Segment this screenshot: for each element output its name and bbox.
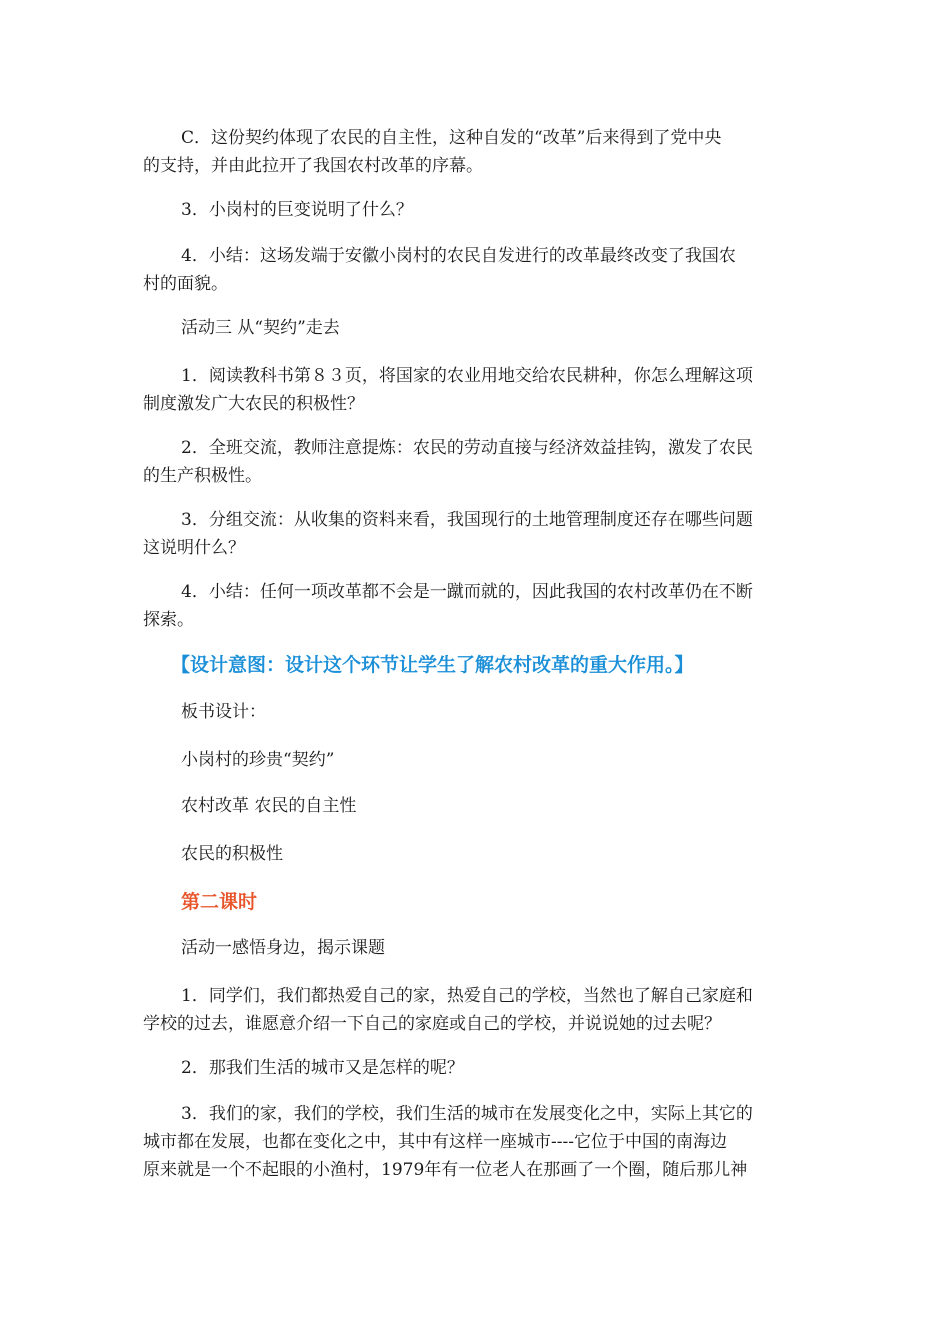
paragraph-line: 活动三 从“契约”走去 [181, 318, 340, 338]
paragraph-line: 探索。 [143, 610, 194, 630]
paragraph-line: 3．分组交流：从收集的资料来看，我国现行的土地管理制度还存在哪些问题 [181, 510, 753, 530]
paragraph-our-city [143, 1054, 813, 1082]
paragraph-line: 原来就是一个不起眼的小渔村，1979年有一位老人在那画了一个圈，随后那儿神 [143, 1160, 748, 1180]
board-design-label [143, 698, 813, 726]
board-line: 农村改革 农民的自主性 [181, 796, 357, 816]
paragraph-line: 2．那我们生活的城市又是怎样的呢？ [181, 1058, 464, 1078]
paragraph-line: 城市都在发展，也都在变化之中，其中有这样一座城市----它位于中国的南海边 [143, 1132, 727, 1152]
paragraph-line: 3．小岗村的巨变说明了什么？ [181, 200, 413, 220]
paragraph-line: 2．全班交流，教师注意提炼：农民的劳动直接与经济效益挂钩，激发了农民 [181, 438, 753, 458]
paragraph-line: 1．同学们，我们都热爱自己的家，热爱自己的学校，当然也了解自己家庭和 [181, 986, 753, 1006]
paragraph-city-development [143, 1100, 813, 1184]
paragraph-line: 村的面貌。 [143, 274, 228, 294]
paragraph-students [143, 982, 813, 1038]
board-line-3 [143, 840, 813, 868]
board-line: 农民的积极性 [181, 844, 283, 864]
paragraph-question-3 [143, 196, 813, 224]
board-line-1 [143, 746, 813, 774]
section-heading: 第二课时 [181, 891, 258, 913]
board-line-2 [143, 792, 813, 820]
paragraph-line: 4．小结：这场发端于安徽小岗村的农民自发进行的改革最终改变了我国农 [181, 246, 736, 266]
paragraph-read-textbook [143, 362, 813, 418]
activity-three-title [143, 314, 813, 342]
paragraph-group-exchange [143, 506, 813, 562]
paragraph-line: 制度激发广大农民的积极性？ [143, 394, 364, 414]
paragraph-line: 这说明什么？ [143, 538, 245, 558]
paragraph-line: C．这份契约体现了农民的自主性，这种自发的“改革”后来得到了党中央 [181, 128, 722, 148]
activity-one-title [143, 934, 813, 962]
board-line: 小岗村的珍贵“契约” [181, 750, 335, 770]
paragraph-class-exchange [143, 434, 813, 490]
paragraph-line: 4．小结：任何一项改革都不会是一蹴而就的，因此我国的农村改革仍在不断 [181, 582, 753, 602]
paragraph-summary-4 [143, 242, 813, 298]
design-intent: 【设计意图：设计这个环节让学生了解农村改革的重大作用。】 [171, 654, 694, 676]
paragraph-line: 活动一感悟身边，揭示课题 [181, 938, 385, 958]
paragraph-line: 3．我们的家，我们的学校，我们生活的城市在发展变化之中，实际上其它的 [181, 1104, 753, 1124]
paragraph-line: 的生产积极性。 [143, 466, 262, 486]
paragraph-line: 的支持，并由此拉开了我国农村改革的序幕。 [143, 156, 483, 176]
paragraph-line: 1．阅读教科书第８３页，将国家的农业用地交给农民耕种，你怎么理解这项 [181, 366, 753, 386]
board-line: 板书设计： [181, 702, 266, 722]
paragraph-summary-reform [143, 578, 813, 634]
paragraph-line: 学校的过去，谁愿意介绍一下自己的家庭或自己的学校，并说说她的过去呢？ [143, 1014, 721, 1034]
paragraph-c [143, 124, 813, 180]
